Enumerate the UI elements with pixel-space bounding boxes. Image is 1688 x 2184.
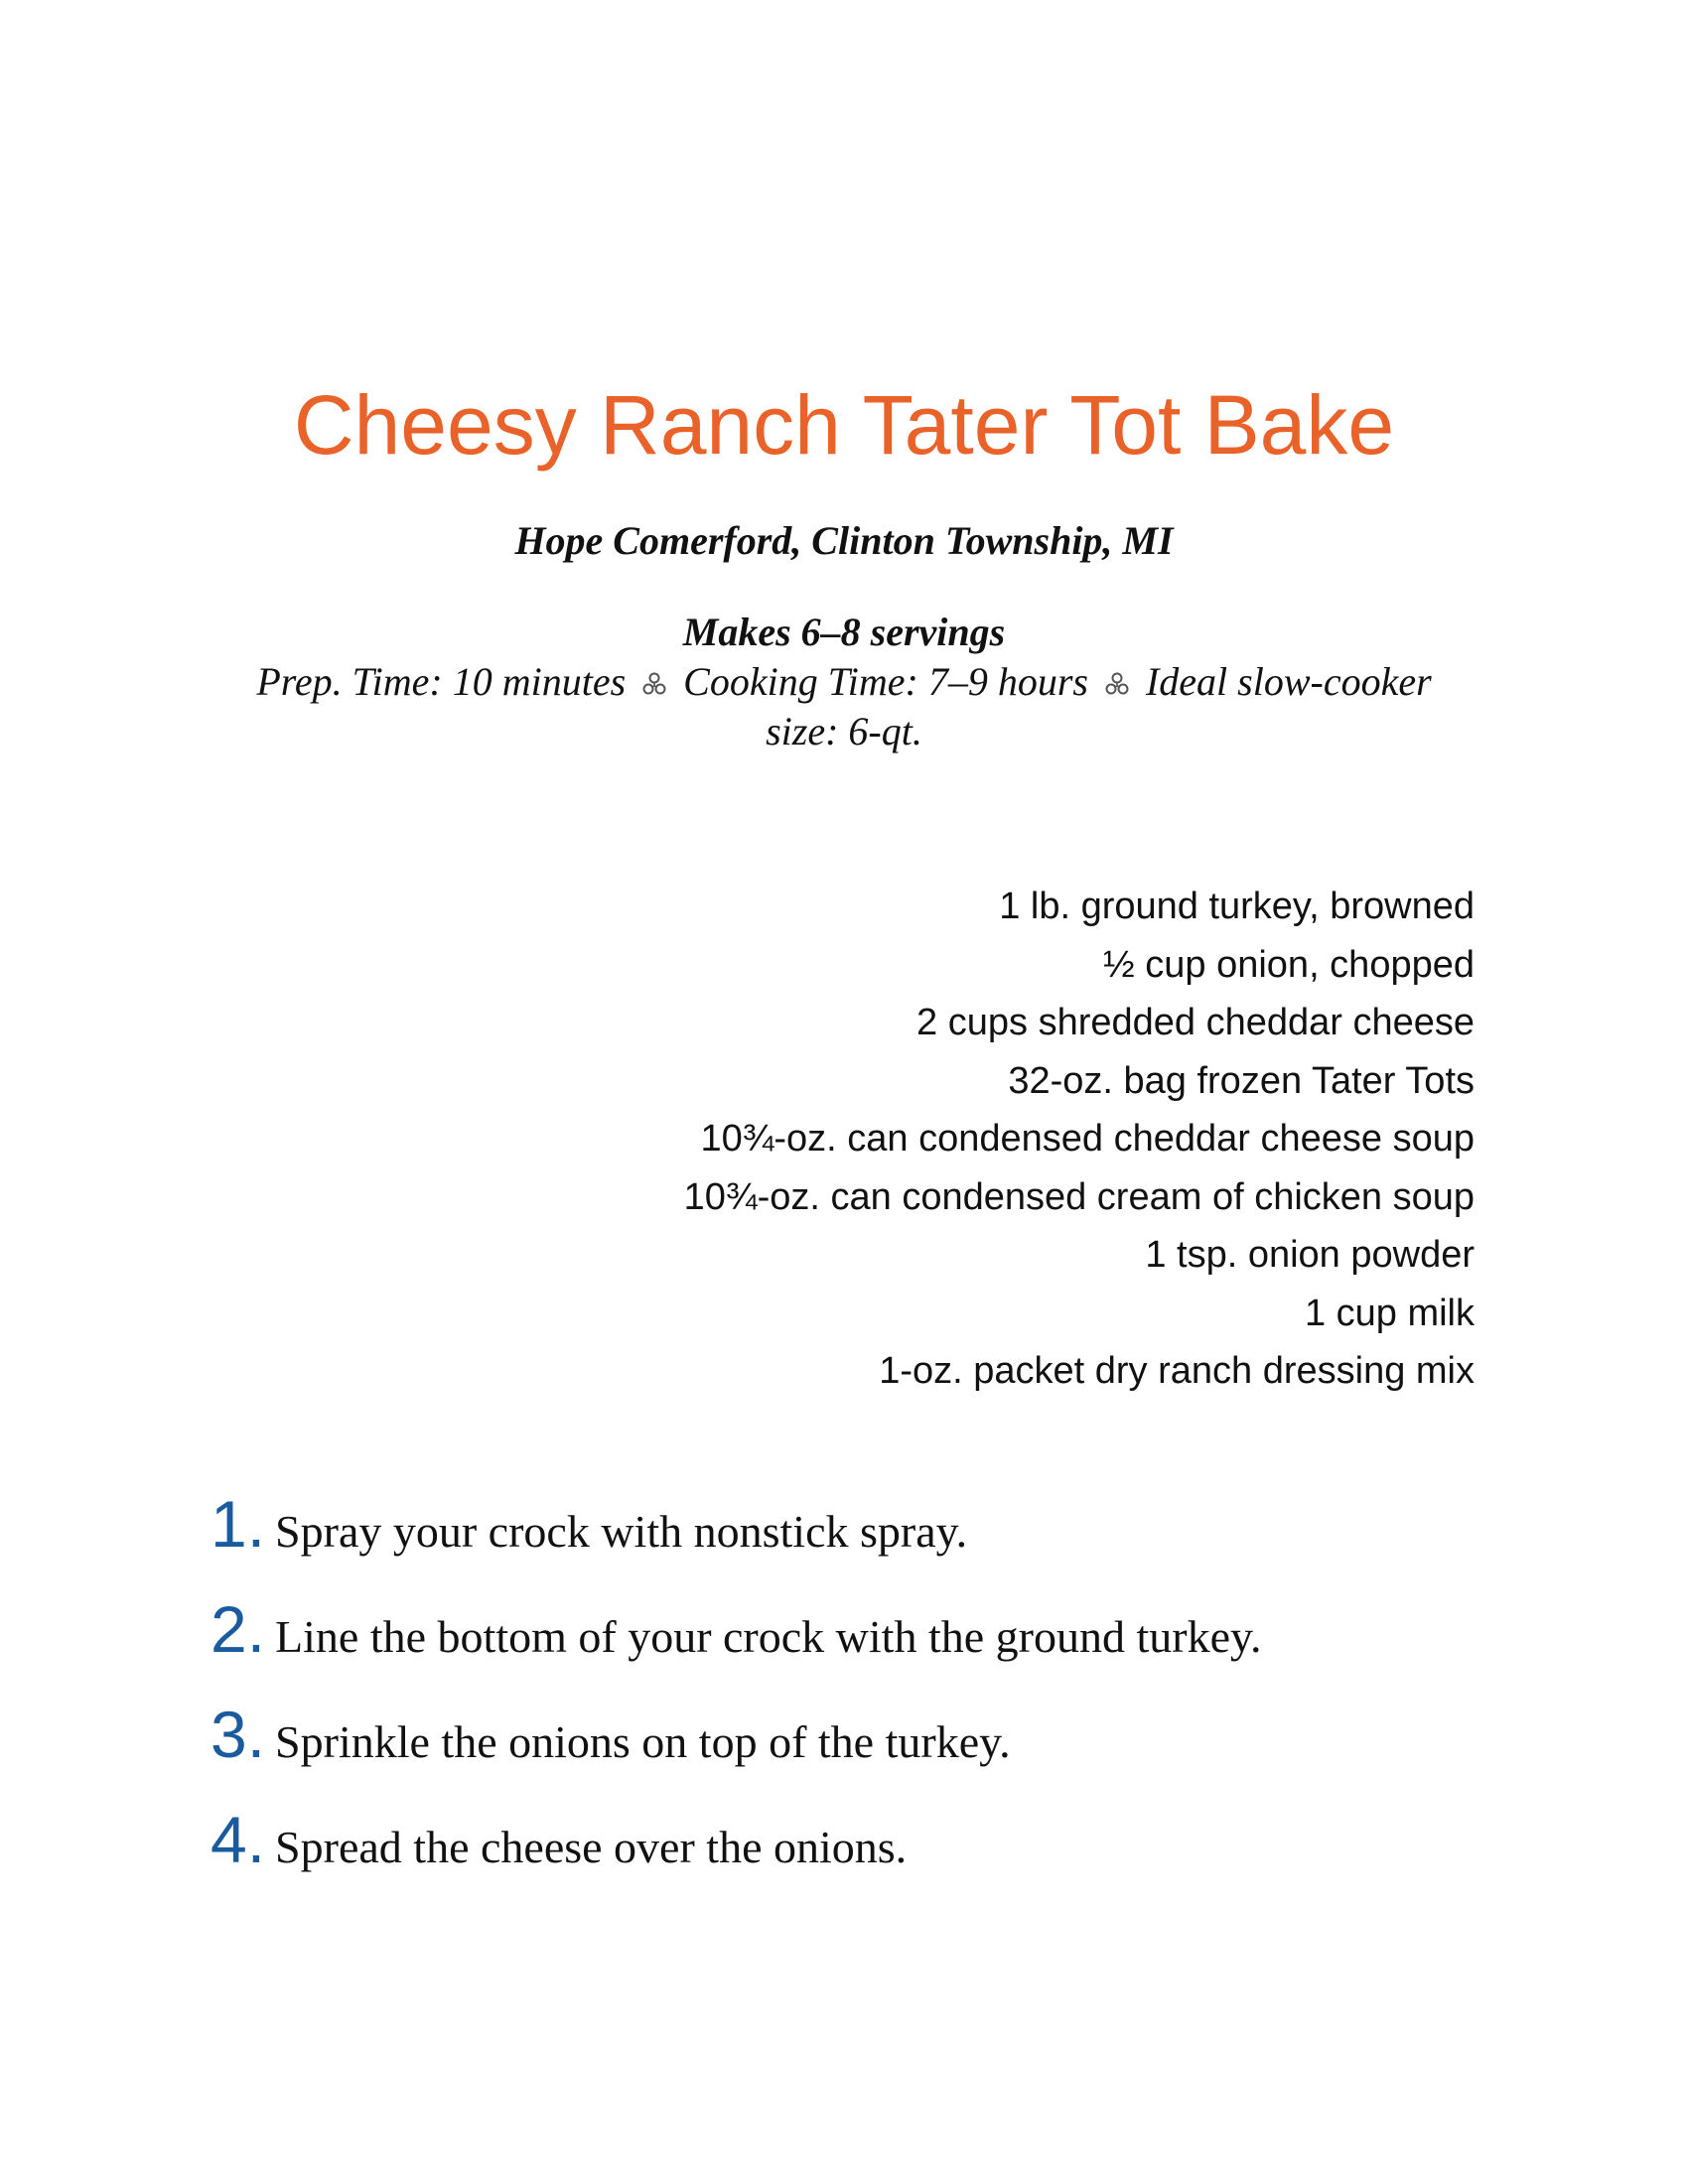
ingredient-item: 1-oz. packet dry ranch dressing mix [879, 1350, 1475, 1392]
step-text: Spread the cheese over the onions. [275, 1822, 908, 1872]
ingredient-item: 10¾-oz. can condensed cream of chicken soup [683, 1175, 1475, 1218]
recipe-times [238, 657, 1450, 756]
ingredient-item: ½ cup onion, chopped [1103, 943, 1475, 986]
step-number: 1. [211, 1487, 266, 1561]
ingredient-item: 1 lb. ground turkey, browned [999, 886, 1475, 927]
step-list [211, 1489, 1501, 1910]
step-text: Spray your crock with nonstick spray. [275, 1506, 968, 1557]
recipe-author: Hope Comerford, Clinton Township, MI [514, 518, 1174, 563]
ingredient-list [496, 878, 1475, 1401]
leaf-ornament-icon [639, 669, 669, 699]
step-item [211, 1489, 1501, 1594]
cooker-size: Ideal slow-cooker size: 6-qt. [766, 659, 1432, 753]
step-item [211, 1805, 1501, 1910]
ingredient-item: 2 cups shredded cheddar cheese [916, 1002, 1475, 1043]
ingredient-item: 32-oz. bag frozen Tater Tots [1008, 1059, 1475, 1102]
step-text: Line the bottom of your crock with the ground turkey. [275, 1611, 1262, 1662]
recipe-title: Cheesy Ranch Tater Tot Bake [293, 378, 1395, 472]
step-number: 2. [211, 1592, 266, 1666]
cooking-time: Cooking Time: 7–9 hours [683, 659, 1088, 704]
step-number: 4. [211, 1803, 266, 1876]
ingredient-item: 1 cup milk [1304, 1292, 1475, 1334]
recipe-servings: Makes 6–8 servings [682, 610, 1006, 654]
step-number: 3. [211, 1698, 266, 1771]
step-item [211, 1594, 1501, 1700]
ingredient-item: 10¾-oz. can condensed cheddar cheese soup [700, 1118, 1475, 1160]
prep-time: Prep. Time: 10 minutes [256, 659, 627, 704]
step-text: Sprinkle the onions on top of the turkey. [275, 1716, 1011, 1767]
leaf-ornament-icon [1102, 669, 1132, 699]
step-item [211, 1700, 1501, 1805]
ingredient-item: 1 tsp. onion powder [1145, 1234, 1475, 1276]
